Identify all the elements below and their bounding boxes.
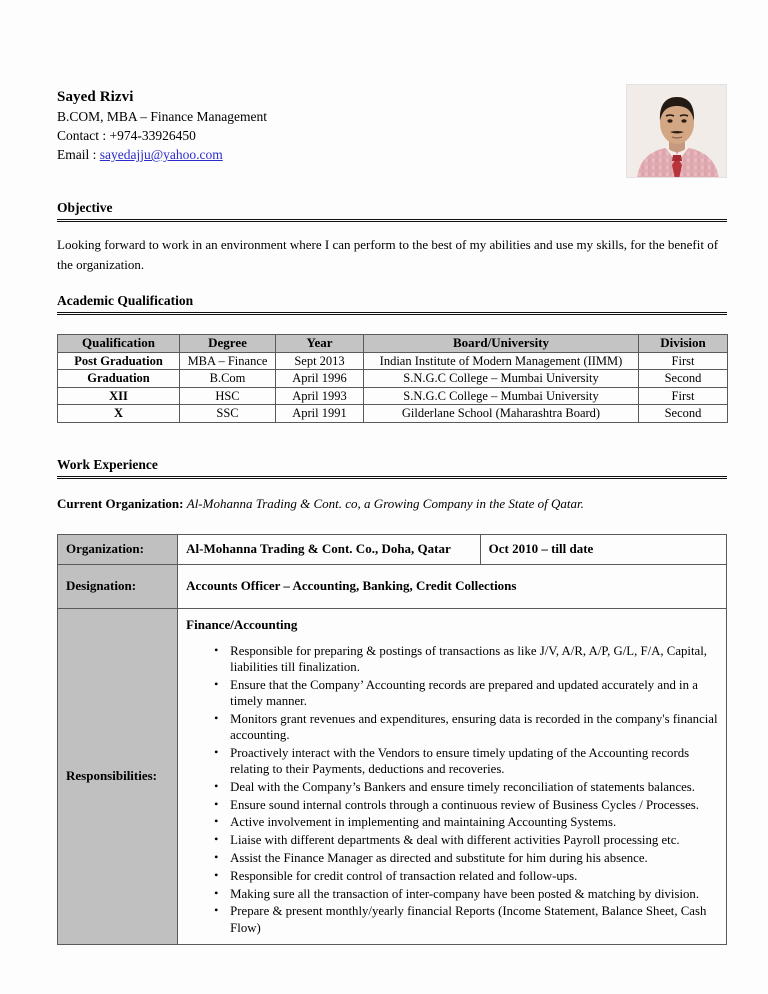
list-item: • Ensure that the Company’ Accounting records are prepared and updated accurately and in a timely manner. [214, 677, 718, 710]
table-row-organization [58, 534, 727, 564]
cell-qualification: Post Graduation [58, 352, 180, 370]
table-header-row [58, 335, 728, 353]
label-designation: Designation: [58, 564, 178, 608]
value-duration: Oct 2010 – till date [480, 534, 726, 564]
cell-division: First [639, 352, 728, 370]
cell-division: Second [639, 405, 728, 423]
current-organization-label: Current Organization: [57, 495, 184, 511]
cell-year: April 1991 [276, 405, 364, 423]
list-item: • Ensure sound internal controls through a continuous review of Business Cycles / Processes. [214, 797, 718, 813]
academic-qualification-table [57, 334, 728, 423]
cell-board: Gilderlane School (Maharashtra Board) [364, 405, 639, 423]
list-item: • Responsible for credit control of transaction related and follow-ups. [214, 868, 718, 884]
cell-qualification: XII [58, 387, 180, 405]
cell-qualification: Graduation [58, 370, 180, 388]
cell-degree: HSC [180, 387, 276, 405]
list-item: • Prepare & present monthly/yearly financial Reports (Income Statement, Balance Sheet, Cash Flow) [214, 903, 718, 936]
cell-division: First [639, 387, 728, 405]
column-header-year: Year [276, 335, 364, 353]
list-item: • Making sure all the transaction of inter-company have been posted & matching by division. [214, 886, 718, 902]
cell-board: S.N.G.C College – Mumbai University [364, 387, 639, 405]
cell-degree: MBA – Finance [180, 352, 276, 370]
table-row [58, 405, 728, 423]
label-responsibilities: Responsibilities: [58, 608, 178, 944]
responsibilities-list [186, 643, 718, 937]
responsibilities-content [178, 608, 727, 944]
value-designation: Accounts Officer – Accounting, Banking, Credit Collections [178, 564, 727, 608]
candidate-contact: Contact : +974-33926450 [57, 128, 196, 143]
cell-qualification: X [58, 405, 180, 423]
section-heading-academic: Academic Qualification [57, 292, 727, 315]
cell-year: Sept 2013 [276, 352, 364, 370]
document-content [57, 88, 727, 945]
work-experience-table [57, 534, 727, 945]
resume-header [57, 88, 727, 190]
list-item: • Responsible for preparing & postings of transactions as like J/V, A/R, A/P, G/L, F/A, Capital, liabilities till finalization. [214, 643, 718, 676]
label-organization: Organization: [58, 534, 178, 564]
cell-degree: B.Com [180, 370, 276, 388]
table-row-responsibilities [58, 608, 727, 944]
column-header-degree: Degree [180, 335, 276, 353]
table-row [58, 387, 728, 405]
list-item: • Monitors grant revenues and expenditures, ensuring data is recorded in the company's financial accounting. [214, 711, 718, 744]
current-organization-value: Al-Mohanna Trading & Cont. co, a Growing Company in the State of Qatar. [186, 495, 584, 511]
current-organization-line [57, 495, 727, 513]
objective-text: Looking forward to work in an environment where I can perform to the best of my abilities and use my skills, for the benefit of the organization. [57, 237, 719, 272]
list-item: • Liaise with different departments & deal with different activities Payroll processing etc. [214, 832, 718, 848]
cell-board: S.N.G.C College – Mumbai University [364, 370, 639, 388]
cell-year: April 1996 [276, 370, 364, 388]
table-row-designation [58, 564, 727, 608]
cell-degree: SSC [180, 405, 276, 423]
photo-illustration [627, 85, 727, 178]
column-header-board: Board/University [364, 335, 639, 353]
section-heading-work-experience: Work Experience [57, 456, 727, 479]
responsibilities-subheading: Finance/Accounting [186, 616, 298, 632]
candidate-credentials: B.COM, MBA – Finance Management [57, 109, 267, 124]
email-link[interactable]: sayedajju@yahoo.com [99, 147, 223, 162]
column-header-qualification: Qualification [58, 335, 180, 353]
column-header-division: Division [639, 335, 728, 353]
cell-year: April 1993 [276, 387, 364, 405]
candidate-photo [626, 84, 727, 178]
list-item: • Active involvement in implementing and maintaining Accounting Systems. [214, 814, 718, 830]
cell-board: Indian Institute of Modern Management (IIMM) [364, 352, 639, 370]
cell-division: Second [639, 370, 728, 388]
list-item: • Assist the Finance Manager as directed and substitute for him during his absence. [214, 850, 718, 866]
table-row [58, 352, 728, 370]
email-label: Email : [57, 147, 97, 162]
list-item: • Deal with the Company’s Bankers and ensure timely reconciliation of statements balances. [214, 779, 718, 795]
candidate-name: Sayed Rizvi [57, 89, 134, 105]
list-item: • Proactively interact with the Vendors to ensure timely updating of the Accounting records relating to their Payments, deductions and recoveries. [214, 745, 718, 778]
section-heading-objective: Objective [57, 199, 727, 222]
table-row [58, 370, 728, 388]
value-organization: Al-Mohanna Trading & Cont. Co., Doha, Qatar [178, 534, 480, 564]
